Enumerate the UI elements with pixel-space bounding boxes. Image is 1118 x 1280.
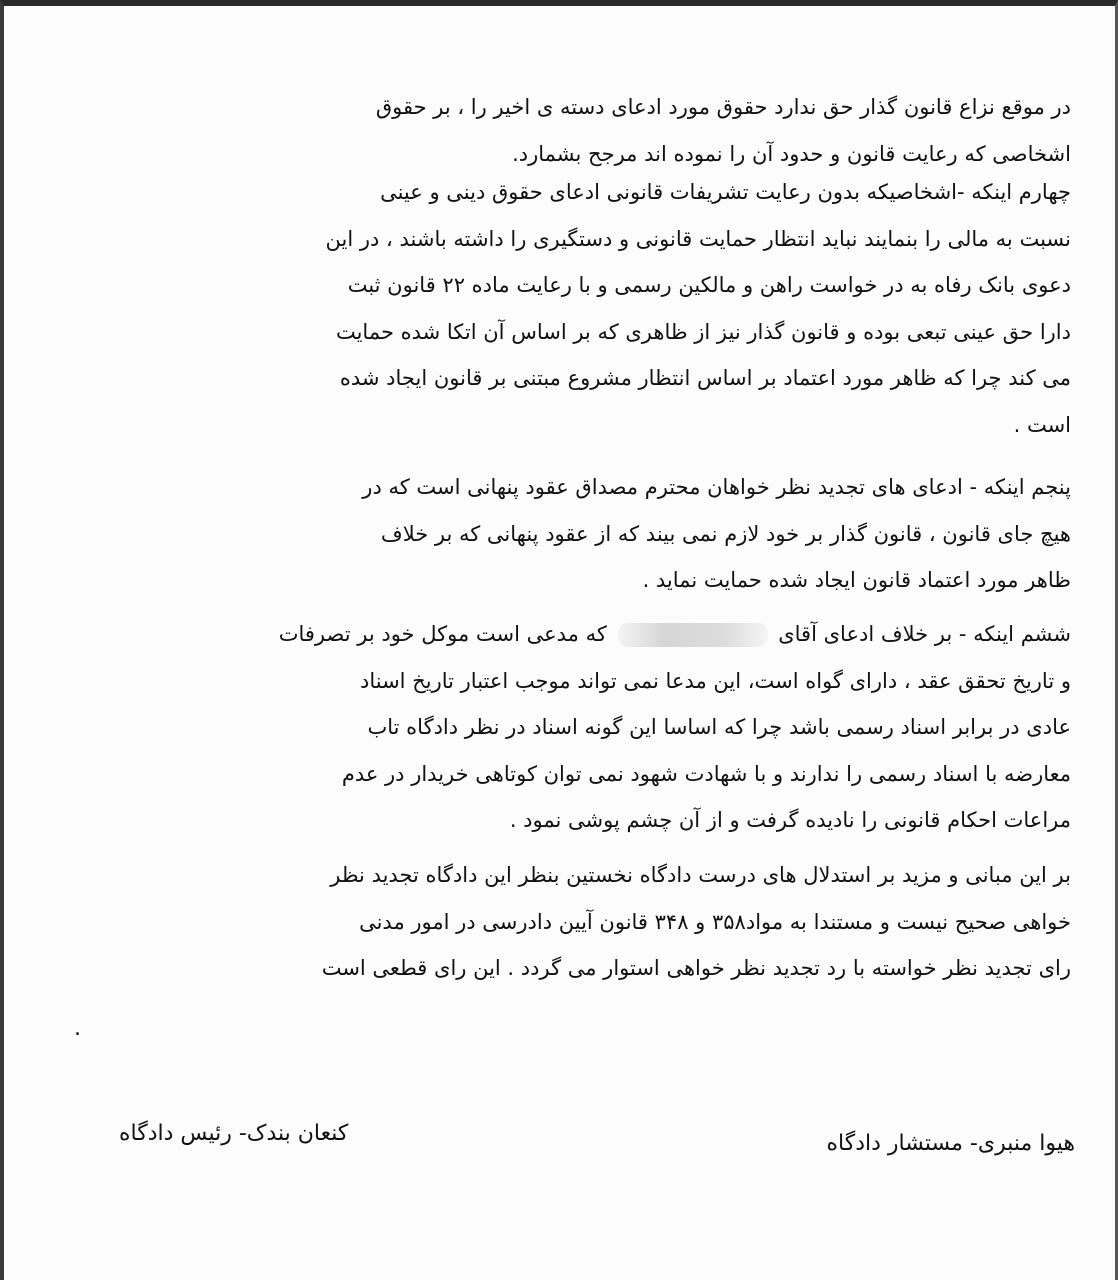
text-line: نسبت به مالی را بنمایند نباید انتظار حمایت قانونی و دستگیری را داشته باشند ، در این — [325, 226, 1071, 251]
redacted-name — [618, 623, 768, 647]
text-line — [71, 611, 1071, 658]
text-line: بر این مبانی و مزید بر استدلال های درست دادگاه نخستین بنظر این دادگاه تجدید نظر — [330, 863, 1071, 887]
text-line: معارضه با اسناد رسمی را ندارند و با شهادت شهود نمی توان کوتاهی خریدار در عدم — [341, 761, 1071, 786]
trailing-mark: . — [74, 1016, 81, 1041]
text-line: دعوی بانک رفاه به در خواست راهن و مالکین رسمی و با رعایت ماده ۲۲ قانون ثبت — [347, 273, 1071, 297]
paragraph-1 — [71, 84, 1071, 177]
paragraph-2 — [71, 169, 1071, 448]
line-start: ششم اینکه - بر خلاف ادعای آقای — [778, 622, 1071, 646]
text-line: اشخاصی که رعایت قانون و حدود آن را نموده اند مرجح بشمارد. — [512, 141, 1071, 166]
text-line: پنجم اینکه - ادعای های تجدید نظر خواهان محترم مصداق عقود پنهانی است که در — [362, 475, 1071, 499]
paragraph-5 — [71, 852, 1071, 992]
text-line: خواهی صحیح نیست و مستندا به مواد۳۵۸ و ۳۴۸ قانون آیین دادرسی در امور مدنی — [359, 909, 1071, 934]
text-line: در موقع نزاع قانون گذار حق ندارد حقوق مورد ادعای دسته ی اخیر را ، بر حقوق — [375, 95, 1071, 119]
text-line: دارا حق عینی تبعی بوده و قانون گذار نیز از ظاهری که بر اساس آن اتکا شده حمایت — [335, 319, 1071, 344]
paragraph-3 — [71, 464, 1071, 604]
paragraph-4 — [71, 611, 1071, 844]
text-line: رای تجدید نظر خواسته با رد تجدید نظر خواهی استوار می گردد . این رای قطعی است — [321, 956, 1071, 980]
line-end: که مدعی است موکل خود بر تصرفات — [278, 622, 607, 646]
signature-counselor: هیوا منبری- مستشار دادگاه — [826, 1131, 1075, 1156]
text-line: مراعات احکام قانونی را نادیده گرفت و از آن چشم پوشی نمود . — [509, 808, 1071, 832]
text-line: می کند چرا که ظاهر مورد اعتماد بر اساس انتظار مشروع مبتنی بر قانون ایجاد شده — [339, 366, 1071, 390]
text-line: عادی در برابر اسناد رسمی باشد چرا که اساسا این گونه اسناد در نظر دادگاه تاب — [367, 715, 1071, 739]
text-line: ظاهر مورد اعتماد قانون ایجاد شده حمایت نماید . — [642, 568, 1071, 592]
text-line: چهارم اینکه -اشخاصیکه بدون رعایت تشریفات قانونی ادعای حقوق دینی و عینی — [380, 180, 1071, 204]
text-line: هیچ جای قانون ، قانون گذار بر خود لازم نمی بیند که از عقود پنهانی که بر خلاف — [380, 521, 1071, 546]
signature-president: کنعان بندک- رئیس دادگاه — [119, 1121, 349, 1146]
text-line: است . — [1013, 412, 1071, 437]
text-line: و تاریخ تحقق عقد ، دارای گواه است، این مدعا نمی تواند موجب اعتبار تاریخ اسناد — [360, 668, 1071, 693]
